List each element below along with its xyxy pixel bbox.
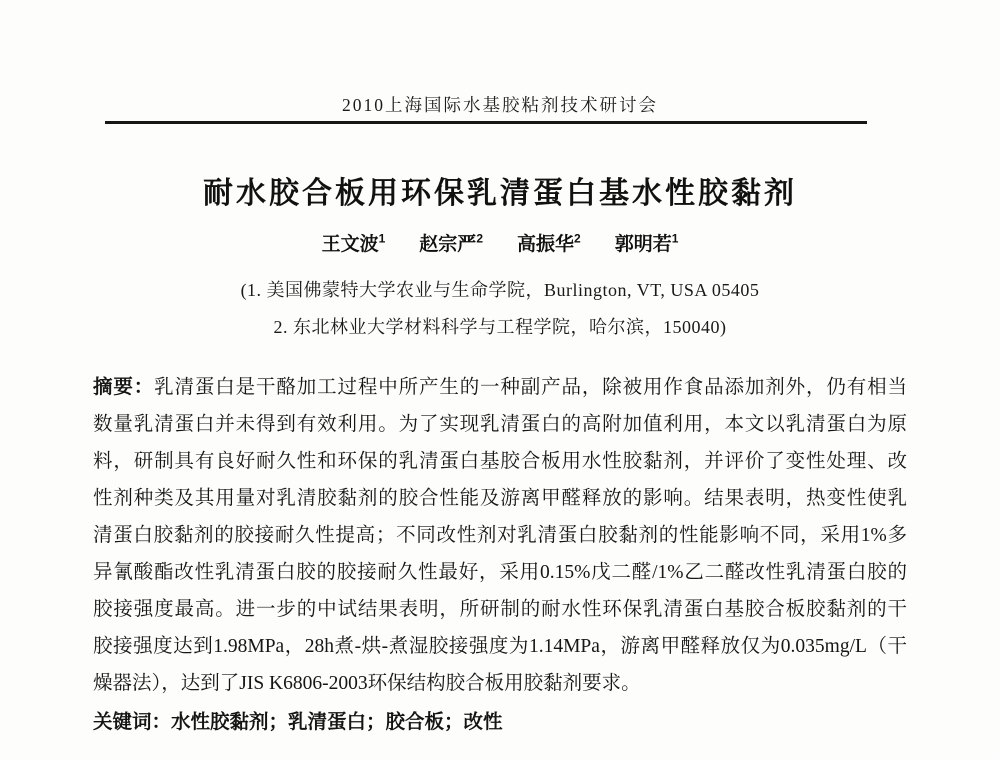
- abstract-line: 燥器法），达到了JIS K6806-2003环保结构胶合板用胶黏剂要求。: [93, 673, 641, 694]
- author-affiliation-ref: 2: [476, 231, 483, 246]
- conference-header: 2010上海国际水基胶粘剂技术研讨会: [342, 95, 658, 115]
- abstract-line: 胶接强度达到1.98MPa，28h煮-烘-煮湿胶接强度为1.14MPa，游离甲醛释放仅为0.035mg/L（干: [93, 636, 907, 657]
- header-rule: [105, 121, 867, 124]
- abstract-line: 摘要：乳清蛋白是干酪加工过程中所产生的一种副产品，除被用作食品添加剂外，仍有相当: [93, 376, 907, 398]
- keywords-line: [93, 704, 907, 741]
- affiliation-2: 2. 东北林业大学材料科学与工程学院，哈尔滨，150040): [273, 317, 727, 337]
- affiliation-1: (1. 美国佛蒙特大学农业与生命学院，Burlington, VT, USA 05405: [240, 280, 760, 300]
- abstract-body: [93, 369, 907, 702]
- author-affiliation-ref: 1: [671, 231, 679, 246]
- keywords-text: 水性胶黏剂；乳清蛋白；胶合板；改性: [171, 711, 503, 733]
- abstract-line: 清蛋白胶黏剂的胶接耐久性提高；不同改性剂对乳清蛋白胶黏剂的性能影响不同，采用1%多: [93, 525, 907, 546]
- abstract-line: 胶接强度最高。进一步的中试结果表明，所研制的耐水性环保乳清蛋白基胶合板胶黏剂的干: [93, 599, 907, 620]
- abstract-line: 性剂种类及其用量对乳清胶黏剂的胶合性能及游离甲醛释放的影响。结果表明，热变性使乳: [93, 488, 907, 509]
- author-name: 王文波$^1$: [321, 231, 386, 255]
- author-name: 赵宗严$^2$: [419, 231, 483, 255]
- abstract-line: 数量乳清蛋白并未得到有效利用。为了实现乳清蛋白的高附加值利用，本文以乳清蛋白为原: [93, 414, 907, 435]
- abstract-label: 摘要：: [93, 376, 155, 398]
- author-affiliation-ref: 2: [574, 231, 581, 246]
- keywords-label: 关键词：: [93, 711, 172, 733]
- abstract-line: 料，研制具有良好耐久性和环保的乳清蛋白基胶合板用水性胶黏剂，并评价了变性处理、改: [93, 451, 907, 472]
- author-name: 郭明若$^1$: [614, 231, 679, 255]
- author-name: 高振华$^2$: [517, 231, 581, 255]
- authors-line: [0, 229, 1000, 256]
- abstract-line: 异氰酸酯改性乳清蛋白胶的胶接耐久性最好，采用0.15%戊二醛/1%乙二醛改性乳清蛋白胶的: [93, 562, 907, 583]
- author-affiliation-ref: 1: [378, 231, 386, 246]
- paper-title: 耐水胶合板用环保乳清蛋白基水性胶黏剂: [203, 177, 797, 210]
